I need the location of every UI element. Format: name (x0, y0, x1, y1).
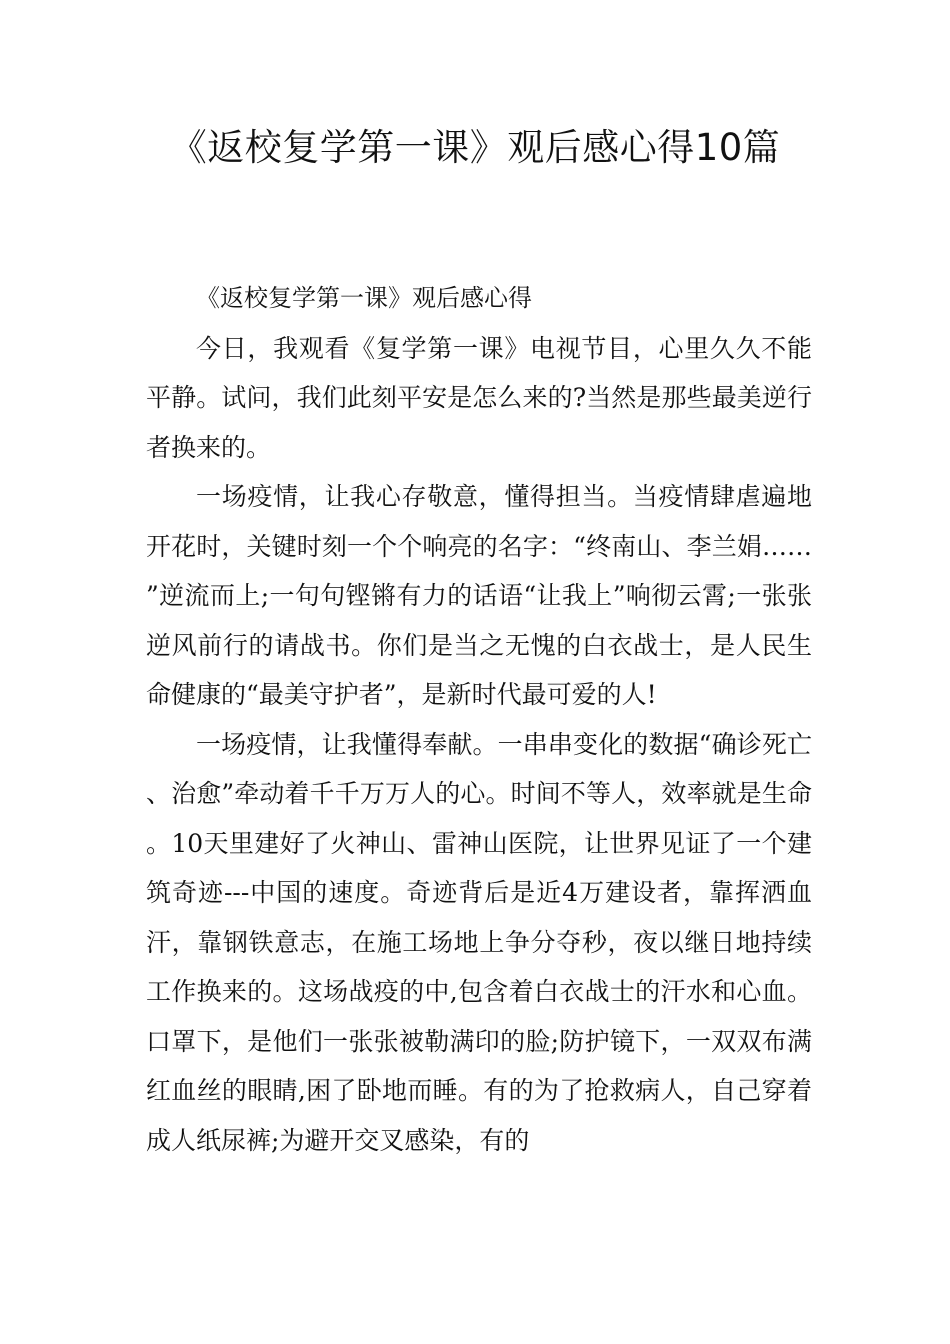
paragraph-1: 今日，我观看《复学第一课》电视节目，心里久久不能平静。试问，我们此刻平安是怎么来的?当然是那些最美逆行者换来的。 (146, 333, 812, 462)
document-subheading: 《返校复学第一课》观后感心得 (196, 284, 532, 312)
document-title: 《返校复学第一课》观后感心得10篇 (169, 126, 781, 169)
paragraph-3: 一场疫情，让我懂得奉献。一串串变化的数据“确诊死亡、治愈”牵动着千千万万人的心。时间不等人，效率就是生命。10天里建好了火神山、雷神山医院，让世界见证了一个建筑奇迹---中国的速度。奇迹背后是近4万建设者，靠挥洒血汗，靠钢铁意志，在施工场地上争分夺秒，夜以继日地持续工作换来的。这场战疫的中,包含着白衣战士的汗水和心血。口罩下，是他们一张张被勒满印的脸;防护镜下，一双双布满红血丝的眼睛,困了卧地而睡。有的为了抢救病人，自己穿着成人纸尿裤;为避开交叉感染，有的 (146, 729, 812, 1155)
document-body (146, 274, 812, 1165)
paragraph-2: 一场疫情，让我心存敬意，懂得担当。当疫情肆虐遍地开花时，关键时刻一个个响亮的名字：“终南山、李兰娟……”逆流而上;一句句铿锵有力的话语“让我上”响彻云霄;一张张逆风前行的请战书。你们是当之无愧的白衣战士，是人民生命健康的“最美守护者”，是新时代最可爱的人! (146, 482, 812, 709)
